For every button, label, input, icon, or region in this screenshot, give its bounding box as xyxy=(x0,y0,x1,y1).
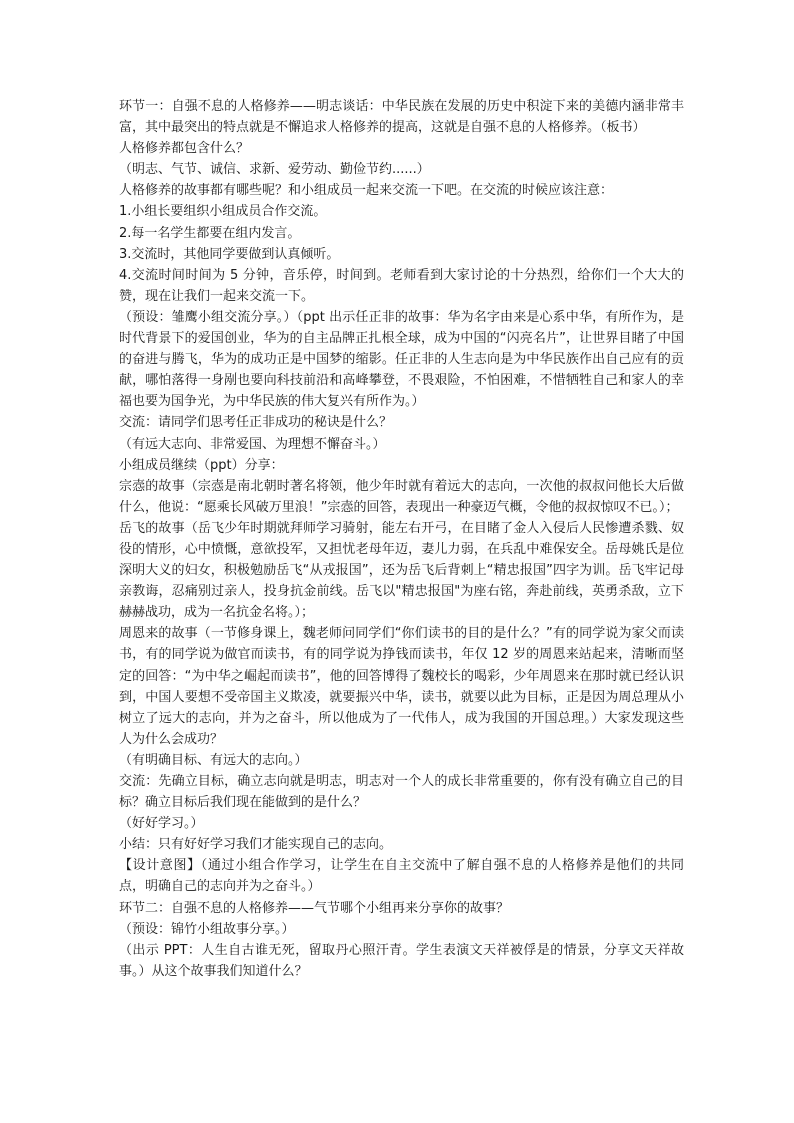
paragraph-wen-tianxiang: （出示 PPT：人生自古谁无死，留取丹心照汗青。学生表演文天祥被俘是的情景，分享文天祥故事。）从这个故事我们知道什么？ xyxy=(119,942,684,979)
paragraph-section-one-intro: 环节一：自强不息的人格修养——明志谈话：中华民族在发展的历史中积淀下来的美德内涵非常丰富，其中最突出的特点就是不懈追求人格修养的提高，这就是自强不息的人格修养。（板书） xyxy=(119,99,684,136)
paragraph-ren-zhengfei-story: （预设：雏鹰小组交流分享。）（ppt 出示任正非的故事：华为名字由来是心系中华，有所作为，是时代背景下的爱国创业，华为的自主品牌正扎根全球，成为中国的“闪亮名片”，让世界目睹了中国的奋进与腾飞，华为的成功正是中国梦的缩影。任正非的人生志向是为中华民族作出自己应有的贡献，哪怕落得一身剐也要向科技前沿和高峰攀登，不畏艰险，不怕困难，不惜牺牲自己和家人的幸福也要为国争光，为中华民族的伟大复兴有所作为。） xyxy=(119,309,684,410)
list-item-rule-3: 3.交流时，其他同学要做到认真倾听。 xyxy=(119,246,340,262)
paragraph-preset-sharing: （预设：锦竹小组故事分享。） xyxy=(119,921,295,937)
paragraph-exchange-answer: （有远大志向、非常爱国、为理想不懈奋斗。） xyxy=(119,436,386,452)
paragraph-zong-que-story: 宗悫的故事（宗悫是南北朝时著名将领，他少年时就有着远大的志向，一次他的叔叔问他长大后做什么，他说：“愿乘长风破万里浪！”宗悫的回答，表现出一种豪迈气概，令他的叔叔惊叹不已。）； xyxy=(119,478,684,515)
paragraph-zhou-enlai-story: 周恩来的故事（一节修身课上，魏老师问同学们“你们读书的目的是什么？”有的同学说为家父而读书，有的同学说为做官而读书，有的同学说为挣钱而读书，年仅 12 岁的周恩来站起来，清晰而坚定的回答：“为中华之崛起而读书”，他的回答博得了魏校长的喝彩，少年周恩来在那时就已经认识到，中国人要想不受帝国主义欺凌，就要振兴中华，读书，就要以此为目标，正是因为周总理从小树立了远大的志向，并为之奋斗，所以他成为了一代伟人，成为我国的开国总理。）大家发现这些人为什么会成功？ xyxy=(119,626,684,747)
document-body xyxy=(119,96,684,982)
paragraph-yue-fei-story: 岳飞的故事（岳飞少年时期就拜师学习骑射，能左右开弓，在目睹了金人入侵后人民惨遭杀戮、奴役的情形，心中愤慨，意欲投军，又担忧老母年迈，妻儿力弱，在兵乱中难保安全。岳母姚氏是位深明大义的妇女，积极勉励岳飞“从戎报国”，还为岳飞后背刺上“精忠报国”四字为训。岳飞牢记母亲教诲，忍痛别过亲人，投身抗金前线。岳飞以"精忠报国"为座右铭，奔赴前线，英勇杀敌，立下赫赫战功，成为一名抗金名将。）； xyxy=(119,520,684,621)
paragraph-success-answer: （有明确目标、有远大的志向。） xyxy=(119,752,308,768)
paragraph-answer-contents: （明志、气节、诚信、求新、爱劳动、勤俭节约......） xyxy=(119,162,430,178)
paragraph-exchange-instruction: 人格修养的故事都有哪些呢？和小组成员一起来交流一下吧。在交流的时候应该注意： xyxy=(119,183,614,199)
paragraph-summary: 小结：只有好好学习我们才能实现自己的志向。 xyxy=(119,837,393,853)
paragraph-exchange-question: 交流：请同学们思考任正非成功的秘诀是什么？ xyxy=(119,415,393,431)
list-item-rule-2: 2.每一名学生都要在组内发言。 xyxy=(119,225,301,241)
paragraph-set-goal: 交流：先确立目标，确立志向就是明志，明志对一个人的成长非常重要的，你有没有确立自己的目标？确立目标后我们现在能做到的是什么？ xyxy=(119,774,684,811)
paragraph-group-continue: 小组成员继续（ppt）分享： xyxy=(119,457,284,473)
paragraph-question-contents: 人格修养都包含什么？ xyxy=(119,141,250,157)
paragraph-design-intent: 【设计意图】（通过小组合作学习，让学生在自主交流中了解自强不息的人格修养是他们的共同点，明确自己的志向并为之奋斗。） xyxy=(119,858,684,895)
paragraph-study-answer: （好好学习。） xyxy=(119,816,204,832)
list-item-rule-4: 4.交流时间时间为 5 分钟，音乐停，时间到。老师看到大家讨论的十分热烈，给你们一个大大的赞，现在让我们一起来交流一下。 xyxy=(119,267,684,304)
paragraph-section-two-intro: 环节二：自强不息的人格修养——气节哪个小组再来分享你的故事？ xyxy=(119,900,510,916)
list-item-rule-1: 1.小组长要组织小组成员合作交流。 xyxy=(119,204,327,220)
